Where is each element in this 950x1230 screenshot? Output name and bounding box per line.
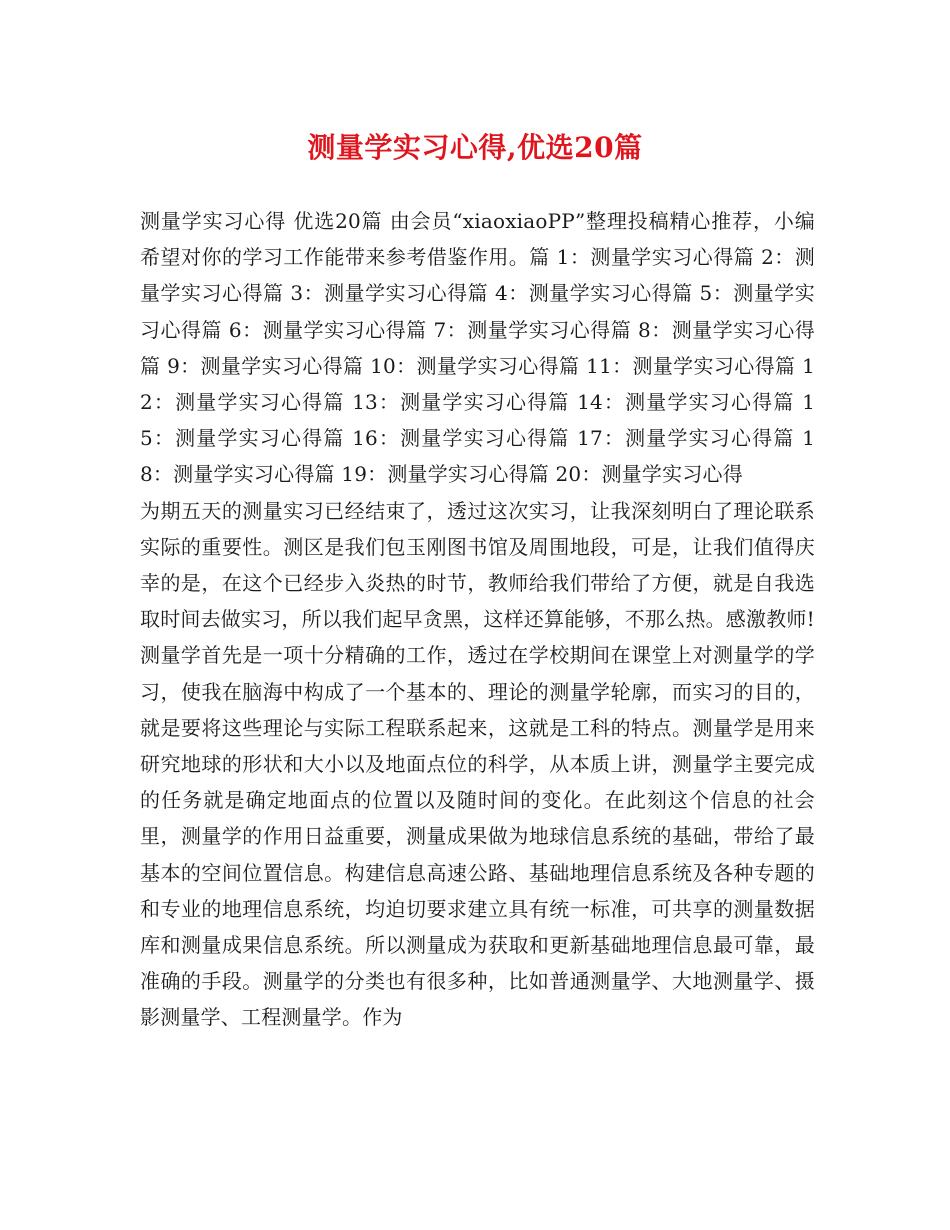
- body-paragraph-1: 为期五天的测量实习已经结束了，透过这次实习，让我深刻明白了理论联系实际的重要性。测区是我们包玉刚图书馆及周围地段，可是，让我们值得庆幸的是，在这个已经步入炎热的时节，教师给我们带给了方便，就是自我选取时间去做实习，所以我们起早贪黑，这样还算能够，不那么热。感激教师!: [140, 498, 815, 632]
- intro-paragraph: 测量学实习心得 优选20篇 由会员“xiaoxiaoPP”整理投稿精心推荐，小编希望对你的学习工作能带来参考借鉴作用。篇 1：测量学实习心得篇 2：测量学实习心得篇 3：测量学实习心得篇 4：测量学实习心得篇 5：测量学实习心得篇 6：测量学实习心得篇 7：测量学实习心得篇 8：测量学实习心得篇 9：测量学实习心得篇 10：测量学实习心得篇 11：测量学实习心得篇 12：测量学实习心得篇 13：测量学实习心得篇 14：测量学实习心得篇 15：测量学实习心得篇 16：测量学实习心得篇 17：测量学实习心得篇 18：测量学实习心得篇 19：测量学实习心得篇 20：测量学实习心得: [140, 209, 815, 487]
- body-paragraph-2: 测量学首先是一项十分精确的工作，透过在学校期间在课堂上对测量学的学习，使我在脑海中构成了一个基本的、理论的测量学轮廓，而实习的目的，就是要将这些理论与实际工程联系起来，这就是工科的特点。测量学是用来研究地球的形状和大小以及地面点位的科学，从本质上讲，测量学主要完成的任务就是确定地面点的位置以及随时间的变化。在此刻这个信息的社会里，测量学的作用日益重要，测量成果做为地球信息系统的基础，带给了最基本的空间位置信息。构建信息高速公路、基础地理信息系统及各种专题的和专业的地理信息系统，均迫切要求建立具有统一标准，可共享的测量数据库和测量成果信息系统。所以测量成为获取和更新基础地理信息最可靠，最准确的手段。测量学的分类也有很多种，比如普通测量学、大地测量学、摄影测量学、工程测量学。作为: [140, 643, 815, 1030]
- document-body: [140, 203, 815, 1036]
- document-title: 测量学实习心得,优选20篇: [307, 131, 643, 164]
